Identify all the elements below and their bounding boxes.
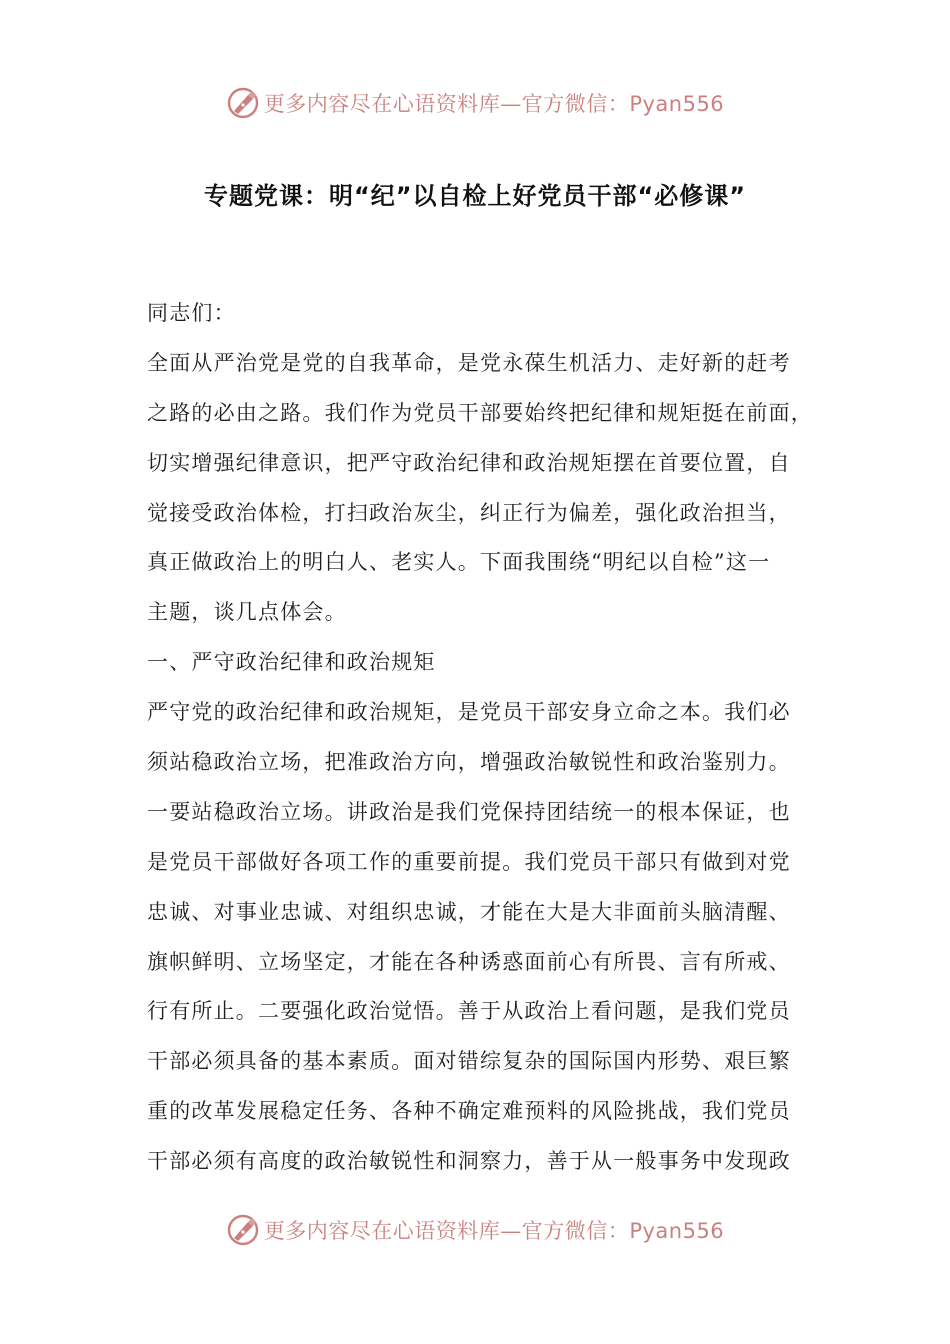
document-body <box>147 289 819 1187</box>
footer-banner-text: 更多内容尽在心语资料库—官方微信： <box>263 1219 630 1243</box>
section-heading: 一、严守政治纪律和政治规矩 <box>147 650 436 675</box>
body-line: 觉接受政治体检，打扫政治灰尘，纠正行为偏差，强化政治担当， <box>147 500 791 525</box>
pen-nib-logo-icon <box>226 86 260 120</box>
body-line: 须站稳政治立场，把准政治方向，增强政治敏锐性和政治鉴别力。 <box>147 750 791 775</box>
body-line: 主题，谈几点体会。 <box>147 600 347 625</box>
body-line: 之路的必由之路。我们作为党员干部要始终把纪律和规矩挺在前面， <box>147 400 813 425</box>
footer-wechat-id: Pyan556 <box>629 1219 725 1243</box>
body-line: 旗帜鲜明、立场坚定，才能在各种诱惑面前心有所畏、言有所戒、 <box>147 949 791 974</box>
header-watermark-banner <box>0 81 950 125</box>
body-line: 干部必须有高度的政治敏锐性和洞察力，善于从一般事务中发现政 <box>147 1149 791 1174</box>
header-wechat-id: Pyan556 <box>629 92 725 116</box>
pen-nib-logo-icon <box>226 1213 260 1247</box>
body-line: 重的改革发展稳定任务、各种不确定难预料的风险挑战，我们党员 <box>147 1099 791 1124</box>
header-banner-text: 更多内容尽在心语资料库—官方微信： <box>263 92 630 116</box>
body-line: 严守党的政治纪律和政治规矩，是党员干部安身立命之本。我们必 <box>147 700 791 725</box>
body-line: 行有所止。二要强化政治觉悟。善于从政治上看问题，是我们党员 <box>147 999 791 1024</box>
body-line: 一要站稳政治立场。讲政治是我们党保持团结统一的根本保证，也 <box>147 799 791 824</box>
document-title: 专题党课：明“纪”以自检上好党员干部“必修课” <box>203 182 747 210</box>
body-line: 切实增强纪律意识，把严守政治纪律和政治规矩摆在首要位置，自 <box>147 450 791 475</box>
body-line: 是党员干部做好各项工作的重要前提。我们党员干部只有做到对党 <box>147 849 791 874</box>
body-line: 真正做政治上的明白人、老实人。下面我围绕“明纪以自检”这一 <box>147 550 771 575</box>
footer-watermark-banner <box>0 1208 950 1252</box>
body-line: 全面从严治党是党的自我革命，是党永葆生机活力、走好新的赶考 <box>147 350 791 375</box>
body-line: 忠诚、对事业忠诚、对组织忠诚，才能在大是大非面前头脑清醒、 <box>147 899 791 924</box>
body-line: 干部必须具备的基本素质。面对错综复杂的国际国内形势、艰巨繁 <box>147 1049 791 1074</box>
body-line: 同志们： <box>147 301 236 325</box>
